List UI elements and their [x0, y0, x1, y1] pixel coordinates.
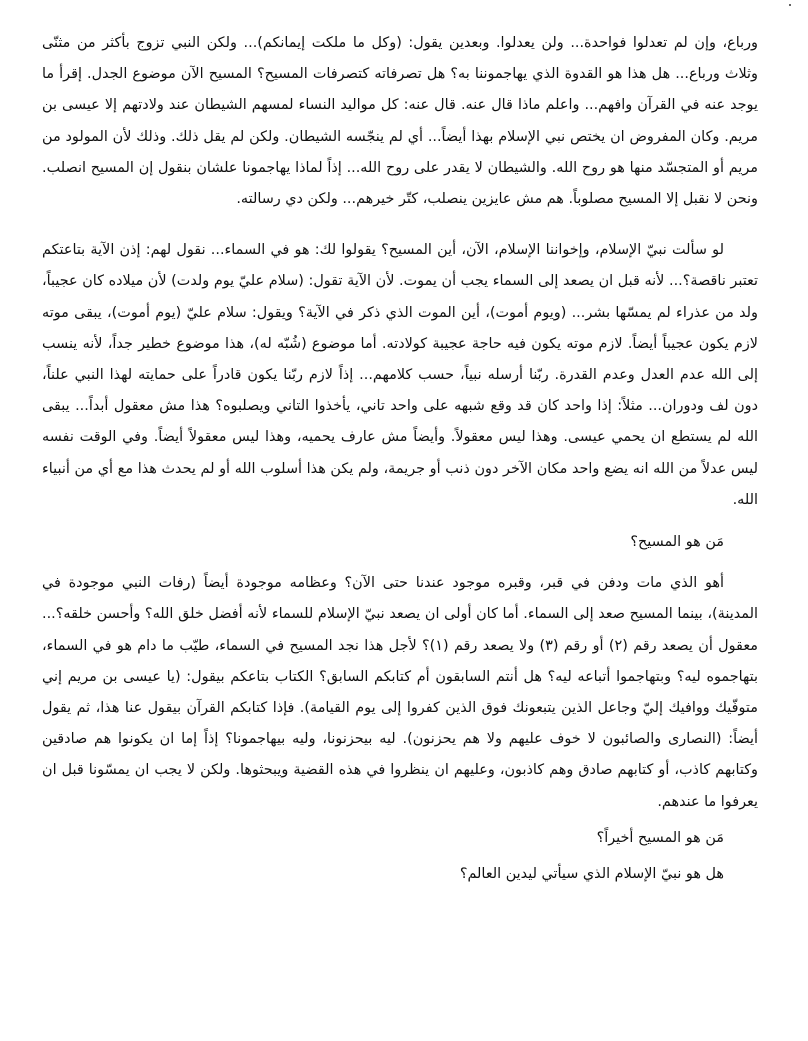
paragraph-polygamy-and-christ: ورباع، وإن لم تعدلوا فواحدة... ولن يعدلوا. وبعدين يقول: (وكل ما ملكت إيمانكم)... ولكن النبي تزوج بأكثر من مثنّى وثلاث ورباع... هل هذا هو القدوة الذي يهاجموننا به؟ هل تصرفاته كتصرفات المسيح؟ المسيح الآن موضوع الجدل. إقرأ ما يوجد عنه في القرآن وافهم... واعلم ماذا قال عنه. قال عنه: كل مواليد النساء لمسهم الشيطان عند ولادتهم إلا عيسى بن مريم. وكان المفروض ان يختص نبي الإسلام بهذا أيضاً... أي لم ينجّسه الشيطان. ولكن لم يقل ذلك. وذلك لأن المولود من مريم أو المتجسّد منها هو روح الله. والشيطان لا يقدر على روح الله... إذاً لماذا يهاجمونا علشان بنقول إن المسيح انصلب. ونحن لا نقبل إلا المسيح مصلوباً. هم مش عايزين ينصلب، كتّر خيرهم... ولكن دي رسالته.: [42, 35, 758, 208]
paragraph-final-question: هل هو نبيّ الإسلام الذي سيأتي ليدين العالم؟: [459, 866, 724, 883]
document-page: [42, 28, 758, 890]
heading-who-is-christ: مَن هو المسيح؟: [630, 534, 724, 551]
heading-who-is-christ-finally: مَن هو المسيح أخيراً؟: [596, 829, 724, 846]
paragraph-where-is-christ: لو سألت نبيّ الإسلام، وإخواننا الإسلام، الآن، أين المسيح؟ يقولوا لك: هو في السماء... نقول لهم: إذن الآية بتاعتكم تعتبر ناقصة؟... لأنه قبل ان يصعد إلى السماء يجب أن يموت. لأن الآية تقول: (سلام عليّ يوم ولدت) لأن ميلاده كان عجيباً، ولد من عذراء لم يمسّها بشر... (ويوم أموت)، أين الموت الذي ذكر في الآية؟ ويقول: سلام عليّ (يوم أموت)، يبقى موته لازم يكون عجيباً أيضاً. لازم موته يكون فيه حاجة عجيبة كولادته. أما موضوع (شُبّه له)، هذا موضوع خطير جداً، لأنه ينسب إلى الله عدم العدل وعدم القدرة. ربّنا أرسله نبياً، حسب كلامهم... إذاً لازم ربّنا يكون قادراً على حمايته لهذا النبي علناً، دون لف ودوران... مثلاً: إذا واحد كان قد وقع شبهه على واحد تاني، يأخذوا التاني ويصلبوه؟ هذا مش معقول أبداً... يبقى الله لم يستطع ان يحمي عيسى. وهذا ليس معقولاً. وأيضاً مش عارف يحميه، وهذا ليس معقولاً أيضاً. وفي الوقت نفسه ليس عدلاً من الله انه يضع واحد مكان الآخر دون ذنب أو جريمة، ولم يكن هذا أسلوب الله أو لم يحدث هذا مع أي من أنبياء الله.: [42, 242, 758, 508]
scan-speck: [789, 4, 791, 6]
paragraph-buried-or-ascended: أهو الذي مات ودفن في قبر، وقبره موجود عندنا حتى الآن؟ وعظامه موجودة أيضاً (رفات النبي موجودة في المدينة)، بينما المسيح صعد إلى السماء. أما كان أولى ان يصعد نبيّ الإسلام للسماء لأنه أفضل خلق الله؟ وأحسن خلقه؟... معقول أن يصعد رقم (٢) أو رقم (٣) ولا يصعد رقم (١)؟ لأجل هذا نجد المسيح في السماء، طيّب ما دام هو في السماء، بتهاجموه ليه؟ وبتهاجموا أتباعه ليه؟ هل أنتم السابقون أم كتابكم السابق؟ الكتاب بتاعكم بيقول: (يا عيسى بن مريم إني متوفّيك ووافيك إليّ وجاعل الذين يتبعونك فوق الذين كفروا إلى يوم القيامة). فإذا كتابكم القرآن بيقول عنا هذا، ثم يقول أيضاً: (النصارى والصائبون لا خوف عليهم ولا هم يحزنون). ليه بيحزنونا، وليه بيهاجمونا؟ إذاً إما ان يكونوا هم صادقين وكتابهم كاذب، أو كتابهم صادق وهم كاذبون، وعليهم ان ينظروا في هذه القضية ويبحثوها. ولكن لا يجب ان يمسّونا قبل ان يعرفوا ما عندهم.: [42, 575, 758, 810]
